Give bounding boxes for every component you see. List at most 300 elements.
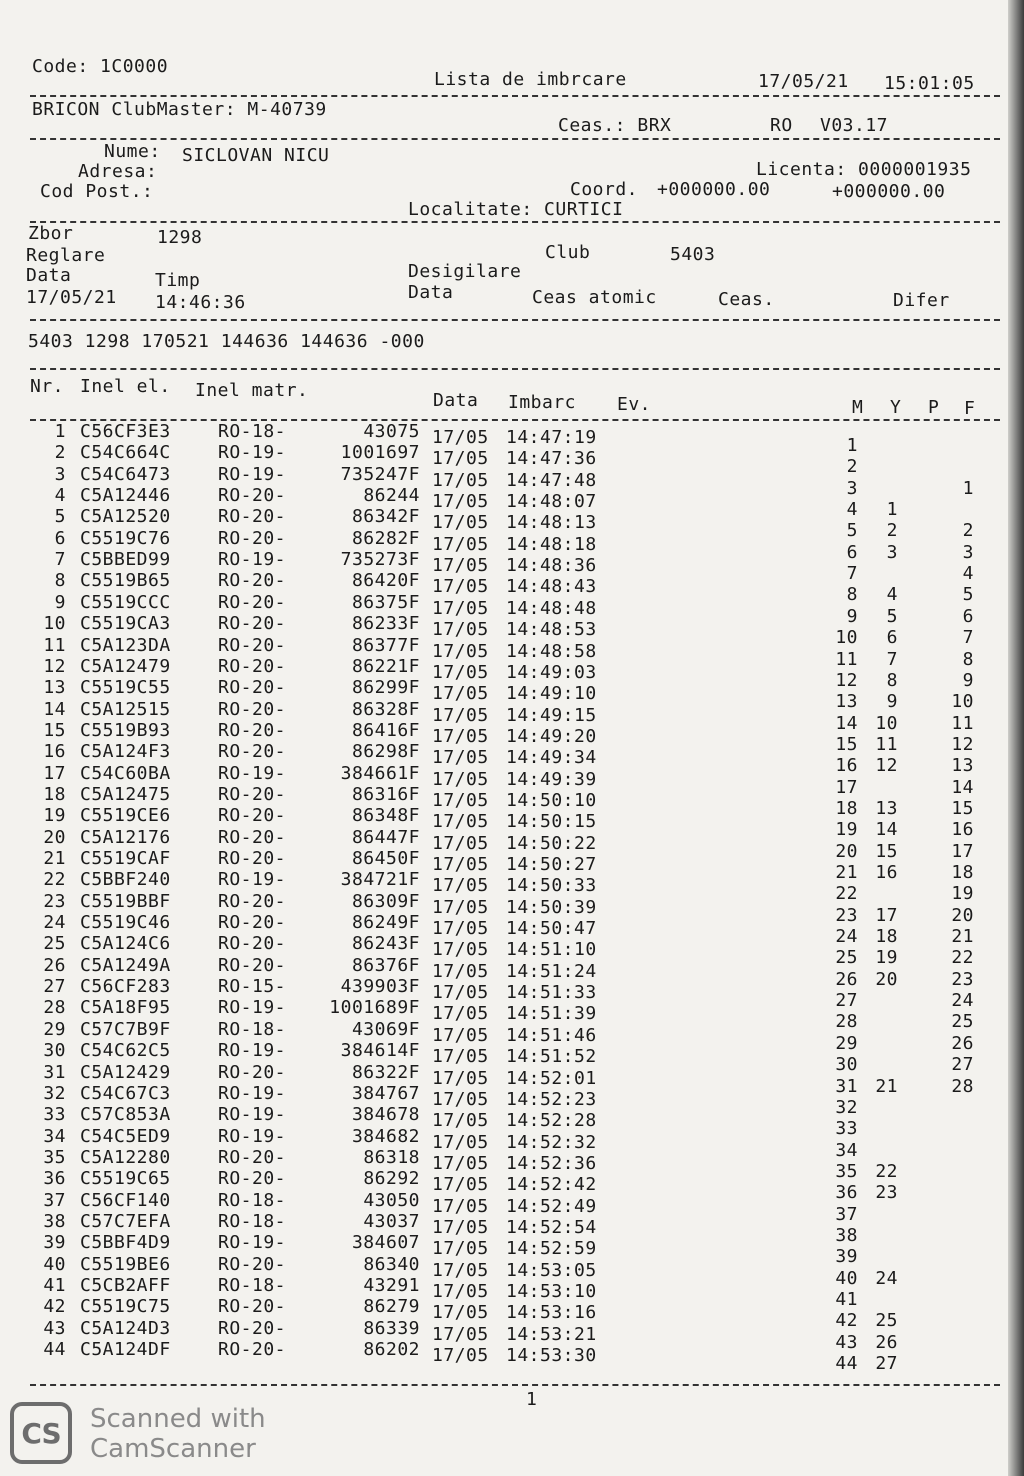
col-ev: Ev. — [617, 394, 652, 415]
row-time: 14:52:23 — [506, 1088, 597, 1110]
row-m: 30 — [835, 1054, 858, 1076]
row-time: 14:52:42 — [506, 1174, 597, 1196]
row-date: 17/05 — [432, 768, 489, 790]
row-time: 14:53:05 — [506, 1259, 597, 1281]
row-time: 14:49:10 — [506, 683, 597, 705]
row-inel-number: 86298F — [351, 741, 420, 763]
row-inel-number: 86348F — [351, 805, 420, 827]
row-inel-prefix: RO-20- — [218, 1317, 287, 1339]
row-time: 14:48:13 — [506, 512, 597, 534]
row-inel-el: C5519B93 — [80, 719, 171, 741]
row-inel-number: 384721F — [340, 869, 420, 891]
row-inel-el: C57C853A — [80, 1104, 171, 1126]
row-f: 7 — [962, 627, 974, 649]
row-m: 41 — [835, 1289, 858, 1310]
row-inel-prefix: RO-15- — [218, 976, 287, 998]
row-inel-number: 86376F — [351, 954, 420, 976]
row-y: 16 — [875, 862, 898, 883]
row-nr: 3 — [54, 463, 66, 485]
row-nr: 41 — [43, 1275, 66, 1296]
row-inel-number: 86249F — [351, 912, 420, 934]
row-time: 14:50:47 — [506, 918, 597, 940]
col-inel-el: Inel el. — [80, 376, 171, 397]
row-date: 17/05 — [432, 960, 489, 982]
row-m: 16 — [835, 755, 858, 777]
zbor-value: 1298 — [157, 227, 203, 248]
row-inel-prefix: RO-20- — [218, 698, 287, 720]
row-inel-el: C56CF3E3 — [80, 421, 171, 442]
row-m: 13 — [835, 691, 858, 713]
page-number: 1 — [526, 1389, 538, 1410]
row-m: 23 — [835, 904, 858, 926]
row-m: 42 — [835, 1310, 858, 1332]
row-inel-number: 86318 — [363, 1146, 420, 1168]
row-inel-el: C54C67C3 — [80, 1082, 171, 1104]
row-nr: 42 — [43, 1296, 66, 1318]
row-date: 17/05 — [432, 533, 489, 555]
row-y: 3 — [886, 541, 898, 563]
row-time: 14:48:53 — [506, 619, 597, 641]
cod-post-label: Cod Post.: — [40, 181, 154, 202]
row-time: 14:50:27 — [506, 854, 597, 875]
row-nr: 6 — [54, 527, 66, 549]
row-inel-el: C5A12176 — [80, 826, 171, 848]
row-date: 17/05 — [432, 427, 489, 448]
row-f: 20 — [951, 904, 974, 926]
row-inel-el: C5A18F95 — [80, 997, 171, 1019]
row-nr: 17 — [43, 762, 66, 784]
row-inel-number: 43069F — [351, 1018, 420, 1040]
row-time: 14:48:43 — [506, 576, 597, 598]
row-m: 39 — [835, 1246, 858, 1268]
row-y: 7 — [886, 648, 898, 670]
row-f: 4 — [962, 563, 974, 585]
row-date: 17/05 — [432, 1067, 489, 1089]
row-inel-number: 384682 — [351, 1125, 420, 1147]
row-m: 15 — [835, 733, 858, 755]
row-nr: 12 — [43, 655, 66, 677]
camscanner-logo-text: CS — [21, 1416, 61, 1450]
row-f: 8 — [962, 648, 974, 670]
row-inel-number: 86420F — [351, 570, 420, 592]
row-inel-el: C5BBF4D9 — [80, 1232, 171, 1254]
row-m: 2 — [846, 456, 858, 478]
row-nr: 10 — [43, 613, 66, 635]
col-data: Data — [433, 390, 479, 411]
row-m: 12 — [835, 669, 858, 691]
row-inel-number: 439903F — [340, 976, 420, 998]
row-inel-el: C5A123DA — [80, 634, 171, 656]
row-time: 14:50:10 — [506, 789, 597, 811]
row-inel-el: C5A124F3 — [80, 741, 171, 763]
row-inel-number: 86316F — [351, 783, 420, 805]
row-y: 25 — [875, 1310, 898, 1332]
row-m: 14 — [835, 712, 858, 734]
row-inel-el: C5519C55 — [80, 677, 171, 699]
row-y: 6 — [886, 627, 898, 649]
row-f: 21 — [951, 926, 974, 948]
row-time: 14:51:33 — [506, 982, 597, 1004]
ceas-label: Ceas.: BRX — [558, 115, 672, 136]
summary-line: 5403 1298 170521 144636 144636 -000 — [28, 331, 425, 352]
row-inel-number: 384678 — [351, 1104, 420, 1126]
row-inel-number: 384767 — [351, 1082, 420, 1104]
row-inel-prefix: RO-19- — [218, 1082, 287, 1104]
divider — [30, 138, 1000, 140]
row-m: 10 — [835, 627, 858, 649]
row-date: 17/05 — [432, 1259, 489, 1281]
row-inel-prefix: RO-20- — [218, 954, 287, 976]
row-inel-el: C5BBF240 — [80, 869, 171, 891]
row-inel-number: 86279 — [363, 1296, 420, 1318]
row-time: 14:48:48 — [506, 597, 597, 619]
row-y: 15 — [875, 840, 898, 862]
row-inel-prefix: RO-20- — [218, 655, 287, 677]
row-m: 6 — [846, 541, 858, 563]
row-m: 18 — [835, 797, 858, 819]
row-inel-prefix: RO-20- — [218, 527, 287, 549]
row-y: 26 — [875, 1331, 898, 1353]
row-time: 14:50:22 — [506, 832, 597, 854]
row-inel-prefix: RO-19- — [218, 549, 287, 571]
row-m: 24 — [835, 926, 858, 948]
row-nr: 31 — [43, 1061, 66, 1083]
desigilare-label: Desigilare — [408, 261, 522, 282]
row-m: 32 — [835, 1096, 858, 1118]
row-date: 17/05 — [432, 1110, 489, 1132]
col-y: Y — [890, 397, 902, 418]
row-time: 14:52:54 — [506, 1216, 597, 1238]
row-nr: 26 — [43, 954, 66, 976]
row-inel-prefix: RO-20- — [218, 1296, 287, 1318]
row-inel-el: C54C5ED9 — [80, 1125, 171, 1147]
row-inel-prefix: RO-20- — [218, 933, 287, 955]
row-m: 35 — [835, 1160, 858, 1182]
row-f: 1 — [962, 477, 974, 499]
scanner-line-1: Scanned with — [90, 1404, 266, 1434]
row-m: 20 — [835, 840, 858, 862]
col-p: P — [928, 397, 940, 418]
row-inel-el: C5519BE6 — [80, 1253, 171, 1275]
row-date: 17/05 — [432, 1195, 489, 1217]
row-date: 17/05 — [432, 1088, 489, 1110]
row-inel-prefix: RO-20- — [218, 1253, 287, 1275]
row-y: 12 — [875, 755, 898, 777]
row-time: 14:52:59 — [506, 1238, 597, 1260]
row-nr: 44 — [43, 1339, 66, 1361]
row-m: 28 — [835, 1011, 858, 1033]
row-inel-prefix: RO-20- — [218, 634, 287, 656]
row-f: 16 — [951, 819, 974, 841]
row-inel-el: C56CF140 — [80, 1189, 171, 1211]
print-date: 17/05/21 — [758, 71, 849, 92]
row-inel-number: 86309F — [351, 890, 420, 912]
col-f: F — [964, 398, 976, 419]
row-nr: 18 — [43, 783, 66, 805]
row-f: 3 — [962, 541, 974, 563]
row-date: 17/05 — [432, 576, 489, 598]
row-inel-number: 384614F — [340, 1040, 420, 1062]
row-time: 14:48:18 — [506, 533, 597, 555]
row-m: 17 — [835, 776, 858, 798]
row-inel-number: 86340 — [363, 1253, 420, 1275]
row-inel-prefix: RO-18- — [218, 1210, 287, 1232]
row-date: 17/05 — [432, 597, 489, 619]
row-m: 25 — [835, 947, 858, 969]
row-inel-number: 43075 — [363, 421, 420, 442]
row-f: 17 — [951, 840, 974, 862]
row-nr: 7 — [54, 549, 66, 571]
page-edge-shadow — [1008, 0, 1024, 1476]
row-inel-prefix: RO-19- — [218, 1104, 287, 1126]
row-date: 17/05 — [432, 1238, 489, 1260]
row-date: 17/05 — [432, 811, 489, 833]
row-nr: 1 — [54, 421, 66, 442]
row-nr: 39 — [43, 1232, 66, 1254]
row-y: 18 — [875, 926, 898, 948]
scanner-line-2: CamScanner — [90, 1434, 256, 1464]
row-f: 28 — [951, 1075, 974, 1097]
row-time: 14:51:39 — [506, 1003, 597, 1025]
row-nr: 24 — [43, 912, 66, 934]
row-m: 29 — [835, 1032, 858, 1054]
coord-y: +000000.00 — [832, 181, 946, 202]
row-inel-prefix: RO-20- — [218, 1146, 287, 1168]
row-m: 43 — [835, 1331, 858, 1353]
row-inel-el: C57C7B9F — [80, 1018, 171, 1040]
row-y: 13 — [875, 797, 898, 819]
row-time: 14:47:19 — [506, 427, 597, 448]
localitate-label: Localitate: CURTICI — [408, 199, 624, 220]
row-inel-number: 86328F — [351, 698, 420, 720]
data2-label: Data — [408, 282, 454, 303]
row-y: 23 — [875, 1182, 898, 1204]
row-date: 17/05 — [432, 1174, 489, 1196]
divider — [30, 1384, 1000, 1386]
print-time: 15:01:05 — [884, 73, 975, 94]
clubmaster-label: BRICON ClubMaster: M-40739 — [32, 99, 327, 120]
row-m: 19 — [835, 819, 858, 841]
row-inel-number: 86221F — [351, 655, 420, 677]
nume-value: SICLOVAN NICU — [182, 145, 330, 166]
data-value: 17/05/21 — [26, 287, 117, 308]
row-nr: 32 — [43, 1082, 66, 1104]
row-y: 21 — [875, 1075, 898, 1097]
row-inel-prefix: RO-20- — [218, 783, 287, 805]
row-inel-el: C5519CCC — [80, 591, 171, 613]
row-inel-el: C5A12475 — [80, 783, 171, 805]
row-date: 17/05 — [432, 725, 489, 747]
row-nr: 15 — [43, 719, 66, 741]
row-time: 14:53:30 — [506, 1345, 597, 1367]
row-nr: 21 — [43, 848, 66, 869]
row-inel-el: C54C62C5 — [80, 1040, 171, 1062]
row-inel-el: C5519C76 — [80, 527, 171, 549]
code-label: Code: 1C0000 — [32, 56, 169, 77]
row-inel-number: 735247F — [340, 463, 420, 485]
row-m: 5 — [846, 520, 858, 542]
row-date: 17/05 — [432, 939, 489, 961]
row-date: 17/05 — [432, 875, 489, 897]
divider — [30, 221, 1000, 223]
row-inel-number: 1001689F — [329, 997, 420, 1019]
row-m: 26 — [835, 968, 858, 990]
row-inel-prefix: RO-19- — [218, 463, 287, 485]
row-m: 37 — [835, 1203, 858, 1225]
row-time: 14:52:49 — [506, 1195, 597, 1217]
row-m: 7 — [846, 563, 858, 585]
row-inel-number: 384661F — [340, 762, 420, 784]
row-date: 17/05 — [432, 1024, 489, 1046]
row-inel-number: 86292 — [363, 1168, 420, 1190]
row-inel-prefix: RO-20- — [218, 890, 287, 912]
row-inel-el: C54C6473 — [80, 463, 171, 485]
row-inel-prefix: RO-20- — [218, 613, 287, 635]
row-inel-prefix: RO-18- — [218, 421, 287, 442]
row-inel-prefix: RO-20- — [218, 826, 287, 848]
row-f: 22 — [951, 947, 974, 969]
coord-label: Coord. — [570, 179, 639, 200]
row-inel-number: 43291 — [363, 1275, 420, 1296]
row-f: 9 — [962, 669, 974, 691]
data-label: Data — [26, 265, 72, 286]
row-m: 27 — [835, 990, 858, 1012]
row-m: 44 — [835, 1353, 858, 1375]
row-nr: 36 — [43, 1168, 66, 1190]
row-f: 23 — [951, 968, 974, 990]
row-inel-prefix: RO-19- — [218, 997, 287, 1019]
row-inel-prefix: RO-19- — [218, 442, 287, 464]
row-y: 9 — [886, 691, 898, 713]
row-date: 17/05 — [432, 448, 489, 470]
row-inel-el: C5A12515 — [80, 698, 171, 720]
club-value: 5403 — [670, 244, 716, 265]
row-date: 17/05 — [432, 1323, 489, 1345]
col-inel-matr: Inel matr. — [195, 380, 309, 401]
divider — [30, 95, 1000, 97]
row-time: 14:50:39 — [506, 896, 597, 918]
row-date: 17/05 — [432, 918, 489, 940]
row-nr: 4 — [54, 485, 66, 507]
row-inel-el: C5CB2AFF — [80, 1275, 171, 1296]
row-inel-prefix: RO-20- — [218, 1061, 287, 1083]
row-date: 17/05 — [432, 491, 489, 513]
row-date: 17/05 — [432, 1046, 489, 1068]
ceas-atomic-label: Ceas atomic — [532, 287, 657, 308]
timp-label: Timp — [155, 270, 201, 291]
row-time: 14:50:33 — [506, 875, 597, 897]
row-nr: 22 — [43, 869, 66, 891]
row-nr: 2 — [54, 442, 66, 464]
row-inel-el: C5519C46 — [80, 912, 171, 934]
row-date: 17/05 — [432, 982, 489, 1004]
row-y: 4 — [886, 584, 898, 606]
row-inel-prefix: RO-20- — [218, 591, 287, 613]
row-nr: 28 — [43, 997, 66, 1019]
row-inel-number: 86282F — [351, 527, 420, 549]
row-inel-el: C54C60BA — [80, 762, 171, 784]
row-inel-number: 86416F — [351, 719, 420, 741]
row-inel-prefix: RO-20- — [218, 719, 287, 741]
row-inel-number: 86342F — [351, 506, 420, 528]
row-inel-number: 86233F — [351, 613, 420, 635]
row-date: 17/05 — [432, 555, 489, 577]
row-time: 14:48:36 — [506, 555, 597, 577]
row-inel-prefix: RO-20- — [218, 741, 287, 763]
row-f: 2 — [962, 520, 974, 542]
row-inel-prefix: RO-19- — [218, 869, 287, 891]
row-nr: 8 — [54, 570, 66, 592]
row-nr: 37 — [43, 1189, 66, 1211]
divider — [30, 319, 1000, 321]
row-inel-number: 1001697 — [340, 442, 420, 464]
row-f: 19 — [951, 883, 974, 905]
row-date: 17/05 — [432, 640, 489, 662]
adresa-label: Adresa: — [78, 161, 158, 182]
row-inel-prefix: RO-20- — [218, 1168, 287, 1190]
row-inel-el: C57C7EFA — [80, 1210, 171, 1232]
row-m: 1 — [846, 435, 858, 456]
row-nr: 27 — [43, 976, 66, 998]
coord-x: +000000.00 — [657, 179, 771, 200]
row-m: 9 — [846, 605, 858, 627]
row-inel-number: 86447F — [351, 826, 420, 848]
row-inel-prefix: RO-20- — [218, 570, 287, 592]
row-time: 14:51:52 — [506, 1046, 597, 1068]
row-nr: 34 — [43, 1125, 66, 1147]
divider — [30, 368, 1000, 370]
table-row — [0, 1339, 1000, 1375]
row-m: 33 — [835, 1118, 858, 1140]
row-date: 17/05 — [432, 1216, 489, 1238]
row-inel-el: C5A12446 — [80, 485, 171, 507]
row-y: 20 — [875, 968, 898, 990]
row-inel-number: 43037 — [363, 1210, 420, 1232]
row-inel-prefix: RO-19- — [218, 1232, 287, 1254]
row-nr: 16 — [43, 741, 66, 763]
row-time: 14:51:24 — [506, 960, 597, 982]
row-y: 22 — [875, 1160, 898, 1182]
row-m: 3 — [846, 477, 858, 499]
row-nr: 9 — [54, 591, 66, 613]
row-date: 17/05 — [432, 896, 489, 918]
row-inel-prefix: RO-18- — [218, 1018, 287, 1040]
row-time: 14:53:16 — [506, 1302, 597, 1324]
row-nr: 25 — [43, 933, 66, 955]
row-f: 11 — [951, 712, 974, 734]
row-inel-el: C5519CAF — [80, 848, 171, 869]
timp-value: 14:46:36 — [155, 292, 246, 313]
row-inel-number: 86377F — [351, 634, 420, 656]
row-time: 14:49:03 — [506, 661, 597, 683]
scanner-watermark — [90, 1404, 266, 1464]
row-date: 17/05 — [432, 1003, 489, 1025]
row-inel-number: 86322F — [351, 1061, 420, 1083]
row-inel-el: C5519CE6 — [80, 805, 171, 827]
row-m: 4 — [846, 499, 858, 521]
row-y: 11 — [875, 733, 898, 755]
row-m: 31 — [835, 1075, 858, 1097]
row-inel-el: C5A12479 — [80, 655, 171, 677]
row-inel-number: 86202 — [363, 1339, 420, 1361]
row-inel-el: C5519C65 — [80, 1168, 171, 1190]
row-nr: 35 — [43, 1146, 66, 1168]
row-time: 14:53:10 — [506, 1281, 597, 1302]
row-nr: 30 — [43, 1040, 66, 1062]
row-date: 17/05 — [432, 619, 489, 641]
col-m: M — [852, 397, 864, 418]
row-y: 8 — [886, 669, 898, 691]
